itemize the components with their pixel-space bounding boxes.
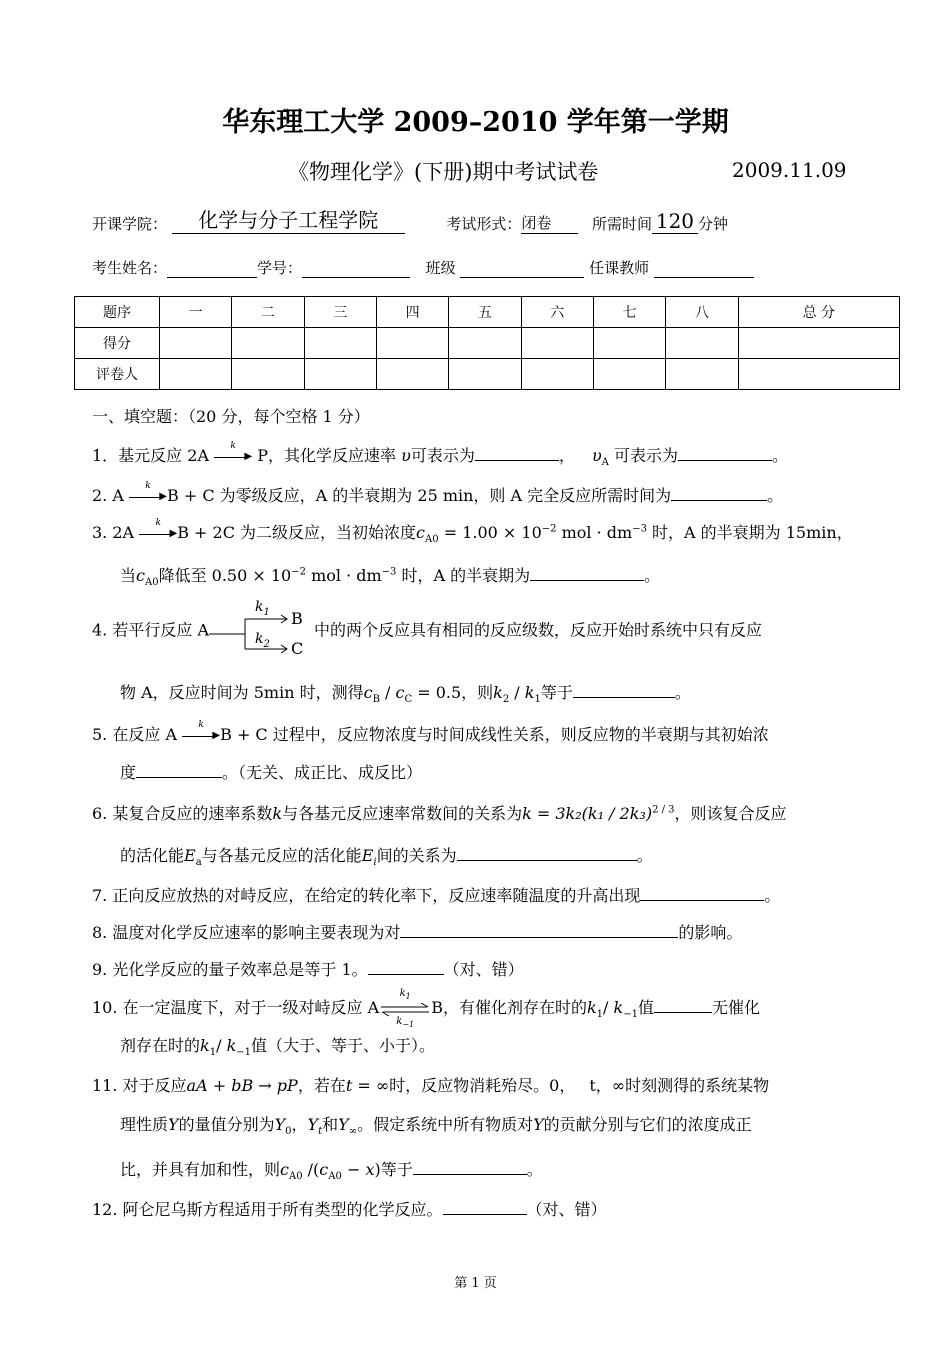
- product-c: C: [291, 639, 304, 658]
- q8-text: 的影响。: [678, 923, 743, 942]
- class-label: 班级: [425, 259, 456, 277]
- grader-cell[interactable]: [232, 359, 304, 390]
- score-cell[interactable]: [593, 328, 665, 359]
- grader-cell[interactable]: [376, 359, 448, 390]
- question-1: 1．基元反应 2A k ▶ P，其化学反应速率 υ可表示为 ， $\upsilon_A$ 可表示为 。: [92, 440, 789, 469]
- q6-text: ，则该复合反应: [674, 804, 787, 823]
- q9-text: （对、错）: [443, 960, 524, 979]
- question-7: [92, 883, 780, 906]
- grader-cell[interactable]: [738, 359, 899, 390]
- q6-text: 的活化能: [120, 846, 185, 865]
- question-4-line2: 物 A，反应时间为 5min 时，测得$c_B / c_C = 0.5$，则$k_2 / k_1$等于 。: [120, 683, 691, 706]
- question-12: [92, 1197, 607, 1220]
- grader-cell[interactable]: [521, 359, 593, 390]
- q10-text: 10. 在一定温度下，对于一级对峙反应 A: [92, 998, 380, 1017]
- time-unit: 分钟: [697, 215, 728, 233]
- q11-text: 理性质: [120, 1115, 169, 1134]
- question-10: 10. 在一定温度下，对于一级对峙反应 A $k_1$ $k_{-1}$ B，有催化剂存在时的$k_1/$ $k_{-1}$值 无催化: [92, 987, 760, 1029]
- q12-text: 12. 阿仑尼乌斯方程适用于所有类型的化学反应。: [92, 1200, 443, 1219]
- q11-text: 的贡献分别与它们的浓度成正: [543, 1115, 752, 1134]
- header-cell: 三: [304, 297, 376, 328]
- q4-text: = 0.5，则: [412, 683, 494, 702]
- product-b: B: [291, 609, 303, 628]
- q1-text: 1．基元反应 2A: [92, 446, 210, 465]
- answer-blank[interactable]: [640, 886, 764, 901]
- header-cell: 二: [232, 297, 304, 328]
- answer-blank[interactable]: [573, 683, 675, 698]
- exponent: 2 / 3: [652, 804, 675, 816]
- exam-form-label: 考试形式：: [446, 215, 522, 233]
- q4-text: 4. 若平行反应 A: [92, 620, 209, 640]
- q4-text: 中的两个反应具有相同的反应级数，反应开始时系统中只有反应: [314, 620, 763, 640]
- parallel-reaction-diagram: [209, 599, 304, 658]
- row-label: 得分: [75, 328, 160, 359]
- dept-label: 开课学院：: [92, 215, 168, 233]
- k2-label: $k_2$: [255, 631, 270, 650]
- q11-text: 。: [526, 1160, 543, 1179]
- q5-text: 度: [120, 763, 137, 782]
- name-field[interactable]: [167, 263, 257, 278]
- answer-blank[interactable]: [368, 960, 444, 975]
- table-row: [75, 328, 900, 359]
- q7-text: 7. 正向反应放热的对峙反应，在给定的转化率下，反应速率随温度的升高出现: [92, 886, 641, 905]
- score-cell[interactable]: [521, 328, 593, 359]
- q9-text: 9. 光化学反应的量子效率总是等于 1。: [92, 960, 368, 979]
- q11-text: 比，并具有加和性，则: [120, 1160, 281, 1179]
- header-cell: 六: [521, 297, 593, 328]
- q6-text: 与各基元反应速率常数间的关系为: [282, 804, 523, 823]
- question-3-line2: 当$c_{A0}$降低至 $0.50 \times 10^{-2}$ mol · $dm^{-3}$ 时，A 的半衰期为 。: [120, 566, 661, 589]
- q8-text: 8. 温度对化学反应速率的影响主要表现为对: [92, 923, 401, 942]
- exam-info-line: [92, 204, 728, 234]
- exam-subtitle: 《物理化学》(下册)期中考试试卷: [288, 160, 599, 184]
- rate-constant-label: k: [230, 440, 236, 451]
- score-cell[interactable]: [232, 328, 304, 359]
- q11-text: t，∞时刻测得的系统某物: [589, 1076, 770, 1095]
- q7-text: 。: [764, 886, 781, 905]
- q5-text: 5. 在反应 A: [92, 725, 177, 744]
- grader-cell[interactable]: [160, 359, 232, 390]
- id-field[interactable]: [302, 263, 410, 278]
- question-5-line2: [120, 760, 422, 783]
- q11-text: 时，反应物消耗殆尽。0，: [389, 1076, 576, 1095]
- q3-text: 3. 2A: [92, 523, 135, 542]
- q11-text: ，若在: [297, 1076, 346, 1095]
- k-minus1-label: k: [396, 1015, 403, 1027]
- row-label: 评卷人: [75, 359, 160, 390]
- question-11: [92, 1073, 769, 1096]
- time-value: 120: [652, 209, 698, 234]
- header-cell: 总 分: [738, 297, 899, 328]
- q6-text: 6. 某复合反应的速率系数: [92, 804, 273, 823]
- score-cell[interactable]: [738, 328, 899, 359]
- q2-text: 2. A: [92, 486, 124, 505]
- section-heading: 一、填空题：（20 分，每个空格 1 分）: [92, 407, 370, 426]
- q4-text: 。: [674, 683, 691, 702]
- q3-text: 时，A 的半衰期为 15min，: [646, 523, 853, 542]
- time-condition: t = ∞: [345, 1076, 390, 1095]
- q1-text: 可表示为: [410, 446, 475, 465]
- rate-constant-label: k: [198, 719, 204, 730]
- question-4: [92, 599, 763, 658]
- question-3: 3. 2A k ▶ B + 2C 为二级反应，当初始浓度$c_{A0} = 1.00 \times 10^{-2}$ mol · $dm^{-3}$ 时，A 的半衰期为 15min，: [92, 517, 853, 546]
- reaction-arrow: k ▶: [139, 529, 177, 539]
- exam-form-value: 闭卷: [521, 212, 578, 234]
- q2-text: B + C 为零级反应，A 的半衰期为 25 min，则 A 完全反应所需时间为: [167, 486, 672, 505]
- answer-blank[interactable]: [475, 446, 559, 461]
- question-10-line2: 剂存在时的$k_1/$ $k_{-1}$值（大于、等于、小于）。: [120, 1036, 436, 1059]
- q3-text: 。: [644, 566, 661, 585]
- reaction-arrow: k ▶: [214, 452, 252, 462]
- answer-blank[interactable]: [400, 923, 678, 938]
- k1-label: $k_1$: [255, 599, 270, 618]
- q11-text: 和: [322, 1115, 339, 1134]
- reaction-arrow: k ▶: [129, 492, 167, 502]
- score-cell[interactable]: [449, 328, 521, 359]
- q3-text: 时，A 的半衰期为: [396, 566, 531, 585]
- q5-text: B + C 过程中，反应物浓度与时间成线性关系，则反应物的半衰期与其初始浓: [220, 725, 769, 744]
- equilibrium-arrow: $k_1$ $k_{-1}$: [379, 997, 431, 1021]
- score-cell[interactable]: [304, 328, 376, 359]
- q1-text: ，: [558, 446, 575, 465]
- name-label: 考生姓名：: [92, 259, 168, 277]
- question-5: [92, 719, 769, 745]
- rate-constant-label: k: [155, 517, 161, 528]
- q1-text: 。: [772, 446, 789, 465]
- rate-relation-equation: k = 3k₂(k₁ / 2k₃): [522, 804, 653, 823]
- answer-blank[interactable]: [413, 1160, 527, 1175]
- question-6-line2: 的活化能$E_a$与各基元反应的活化能$E_i$间的关系为 。: [120, 846, 653, 869]
- q1-text: 可表示为: [614, 446, 679, 465]
- q1-text: P，其化学反应速率: [257, 446, 396, 465]
- q10-text: 无催化: [711, 998, 760, 1017]
- teacher-field[interactable]: [654, 263, 754, 278]
- question-6: 6. 某复合反应的速率系数k与各基元反应速率常数间的关系为k = 3k₂(k₁ / 2k₃)$^{2 / 3}$，则该复合反应: [92, 804, 787, 823]
- answer-blank[interactable]: [530, 566, 644, 581]
- q3-text: 当: [120, 566, 137, 585]
- header-cell: 八: [666, 297, 738, 328]
- rate-constant-label: k: [145, 480, 151, 491]
- question-11-line2: 理性质Y的量值分别为$Y_0$，$Y_t$和$Y_\infty$。假定系统中所有物质对Y的贡献分别与它们的浓度成正: [120, 1115, 752, 1138]
- rate-symbol: υ: [401, 446, 411, 465]
- q11-text: 等于: [380, 1160, 413, 1179]
- grader-cell[interactable]: [304, 359, 376, 390]
- page-number: 第 1 页: [454, 1276, 497, 1291]
- answer-blank[interactable]: [443, 1200, 527, 1215]
- reaction-equation: aA + bB → pP: [186, 1076, 298, 1095]
- score-cell[interactable]: [160, 328, 232, 359]
- rate-symbol: υ: [591, 446, 602, 465]
- score-cell[interactable]: [666, 328, 738, 359]
- question-9: [92, 957, 524, 980]
- q6-text: 与各基元反应的活化能: [201, 846, 362, 865]
- q6-text: 。: [636, 846, 653, 865]
- q4-text: 物 A，反应时间为 5min 时，测得: [120, 683, 364, 702]
- header-cell: 四: [376, 297, 448, 328]
- q10-text: 值（大于、等于、小于）。: [251, 1036, 436, 1055]
- question-8: [92, 920, 742, 943]
- time-label: 所需时间: [591, 215, 652, 233]
- q3-text: 降低至 0.50 × 10: [158, 566, 292, 585]
- k1-label: k: [399, 987, 406, 999]
- header-cell: 题序: [75, 297, 160, 328]
- dept-value: 化学与分子工程学院: [172, 204, 405, 234]
- answer-blank[interactable]: [654, 998, 712, 1013]
- header-cell: 五: [449, 297, 521, 328]
- q11-text: 。假定系统中所有物质对: [357, 1115, 534, 1134]
- header-cell: 一: [160, 297, 232, 328]
- score-table-header: [75, 297, 900, 328]
- page-title: 华东理工大学 2009–2010 学年第一学期: [222, 107, 729, 138]
- q10-text: 值: [637, 998, 654, 1017]
- answer-blank[interactable]: [136, 763, 222, 778]
- q3-text: = 1.00 × 10: [438, 523, 542, 542]
- q3-text: mol · dm: [556, 523, 633, 542]
- answer-blank[interactable]: [671, 486, 767, 501]
- q12-text: （对、错）: [526, 1200, 607, 1219]
- score-cell[interactable]: [376, 328, 448, 359]
- grader-cell[interactable]: [593, 359, 665, 390]
- q3-text: mol · dm: [305, 566, 382, 585]
- q2-text: 。: [767, 486, 784, 505]
- grader-cell[interactable]: [666, 359, 738, 390]
- grader-cell[interactable]: [449, 359, 521, 390]
- answer-blank[interactable]: [457, 846, 637, 861]
- q11-text: 的量值分别为: [178, 1115, 275, 1134]
- property-symbol: Y: [168, 1115, 179, 1134]
- header-cell: 七: [593, 297, 665, 328]
- table-row: [75, 359, 900, 390]
- answer-blank[interactable]: [678, 446, 772, 461]
- q10-text: 剂存在时的: [120, 1036, 201, 1055]
- exam-date: 2009.11.09: [732, 158, 847, 182]
- question-2: [92, 480, 784, 506]
- q5-text: 。（无关、成正比、成反比）: [222, 763, 423, 782]
- question-11-line3: 比，并具有加和性，则$c_{A0}$ $/(c_{A0} - x)$等于 。: [120, 1160, 543, 1183]
- q3-text: B + 2C 为二级反应，当初始浓度: [177, 523, 417, 542]
- teacher-label: 任课教师: [589, 259, 650, 277]
- q11-text: 11. 对于反应: [92, 1076, 187, 1095]
- q6-text: 间的关系为: [376, 846, 457, 865]
- q10-text: B，有催化剂存在时的: [431, 998, 587, 1017]
- score-table: [74, 296, 900, 390]
- equilibrium-arrow-lines: [379, 1003, 431, 1017]
- reaction-arrow: k ▶: [182, 731, 220, 741]
- class-field[interactable]: [460, 263, 584, 278]
- id-label: 学号：: [257, 259, 303, 277]
- property-symbol: Y: [533, 1115, 544, 1134]
- q4-text: 等于: [540, 683, 573, 702]
- student-info-line: [92, 257, 754, 278]
